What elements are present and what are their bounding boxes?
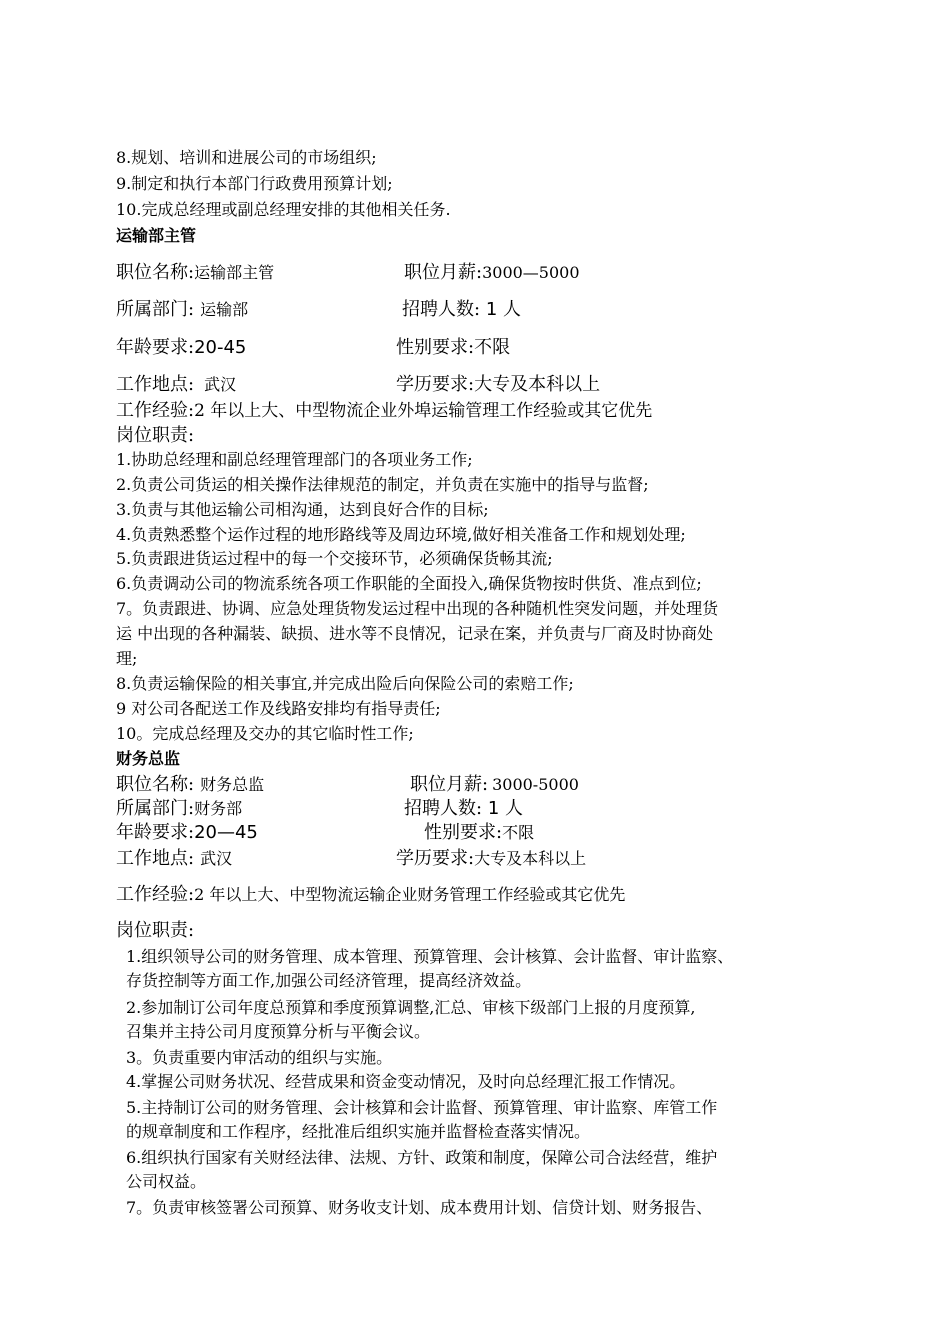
finance-position-name: 职位名称: 财务总监 bbox=[116, 774, 265, 795]
transport-experience: 工作经验:2 年以上大、中型物流企业外埠运输管理工作经验或其它优先 bbox=[116, 400, 653, 421]
intro-item-9: 9.制定和执行本部门行政费用预算计划; bbox=[116, 174, 393, 193]
finance-location: 工作地点: 武汉 bbox=[116, 848, 233, 869]
finance-duty-item: 1.组织领导公司的财务管理、成本管理、预算管理、会计核算、会计监督、审计监察、 bbox=[126, 947, 734, 966]
transport-duty-item: 10。完成总经理及交办的其它临时性工作; bbox=[116, 724, 414, 743]
transport-duty-item: 1.协助总经理和副总经理管理部门的各项业务工作; bbox=[116, 450, 473, 469]
finance-age: 年龄要求:20—45 bbox=[116, 822, 258, 843]
transport-gender: 性别要求:不限 bbox=[396, 337, 511, 358]
transport-duty-item: 7。负责跟进、协调、应急处理货物发运过程中出现的各种随机性突发问题，并处理货 bbox=[116, 599, 719, 618]
finance-duties-label: 岗位职责: bbox=[116, 920, 195, 941]
finance-experience: 工作经验:2 年以上大、中型物流运输企业财务管理工作经验或其它优先 bbox=[116, 884, 626, 905]
finance-duty-item: 存货控制等方面工作,加强公司经济管理，提高经济效益。 bbox=[126, 971, 532, 990]
transport-position-name: 职位名称:运输部主管 bbox=[116, 262, 275, 283]
transport-duty-item: 9 对公司各配送工作及线路安排均有指导责任; bbox=[116, 699, 441, 718]
finance-heading: 财务总监 bbox=[116, 749, 181, 768]
transport-department: 所属部门: 运输部 bbox=[116, 299, 249, 320]
finance-department: 所属部门:财务部 bbox=[116, 798, 243, 819]
transport-duty-item: 6.负责调动公司的物流系统各项工作职能的全面投入,确保货物按时供货、准点到位; bbox=[116, 574, 702, 593]
finance-salary: 职位月薪: 3000-5000 bbox=[410, 774, 579, 795]
transport-duties-label: 岗位职责: bbox=[116, 425, 195, 446]
transport-duty-item: 2.负责公司货运的相关操作法律规范的制定，并负责在实施中的指导与监督; bbox=[116, 475, 649, 494]
transport-duty-item: 3.负责与其他运输公司相沟通，达到良好合作的目标; bbox=[116, 500, 489, 519]
finance-duty-item: 6.组织执行国家有关财经法律、法规、方针、政策和制度，保障公司合法经营，维护 bbox=[126, 1148, 718, 1167]
transport-duty-item: 理; bbox=[116, 649, 138, 668]
transport-location: 工作地点: 武汉 bbox=[116, 374, 237, 395]
finance-gender: 性别要求:不限 bbox=[424, 822, 535, 843]
transport-salary: 职位月薪:3000—5000 bbox=[404, 262, 580, 283]
finance-headcount: 招聘人数: 1 人 bbox=[404, 798, 523, 819]
finance-education: 学历要求:大专及本科以上 bbox=[396, 848, 587, 869]
intro-item-8: 8.规划、培训和进展公司的市场组织; bbox=[116, 148, 377, 167]
finance-duty-item: 公司权益。 bbox=[126, 1172, 207, 1191]
transport-duty-item: 4.负责熟悉整个运作过程的地形路线等及周边环境,做好相关准备工作和规划处理; bbox=[116, 525, 686, 544]
finance-duty-item: 2.参加制订公司年度总预算和季度预算调整,汇总、审核下级部门上报的月度预算, bbox=[126, 998, 696, 1017]
finance-duty-item: 4.掌握公司财务状况、经营成果和资金变动情况，及时向总经理汇报工作情况。 bbox=[126, 1072, 686, 1091]
finance-duty-item: 召集并主持公司月度预算分析与平衡会议。 bbox=[126, 1022, 431, 1041]
transport-duty-item: 8.负责运输保险的相关事宜,并完成出险后向保险公司的索赔工作; bbox=[116, 674, 574, 693]
transport-heading: 运输部主管 bbox=[116, 226, 197, 245]
finance-duty-item: 3。负责重要内审活动的组织与实施。 bbox=[126, 1048, 393, 1067]
transport-duty-item: 运 中出现的各种漏装、缺损、进水等不良情况，记录在案，并负责与厂商及时协商处 bbox=[116, 624, 714, 643]
transport-age: 年龄要求:20-45 bbox=[116, 337, 247, 358]
finance-duty-item: 的规章制度和工作程序，经批准后组织实施并监督检查落实情况。 bbox=[126, 1122, 591, 1141]
transport-duty-item: 5.负责跟进货运过程中的每一个交接环节，必须确保货畅其流; bbox=[116, 549, 553, 568]
finance-duty-item: 7。负责审核签署公司预算、财务收支计划、成本费用计划、信贷计划、财务报告、 bbox=[126, 1198, 713, 1217]
transport-headcount: 招聘人数: 1 人 bbox=[402, 299, 521, 320]
transport-education: 学历要求:大专及本科以上 bbox=[396, 374, 601, 395]
intro-item-10: 10.完成总经理或副总经理安排的其他相关任务. bbox=[116, 200, 451, 219]
finance-duty-item: 5.主持制订公司的财务管理、会计核算和会计监督、预算管理、审计监察、库管工作 bbox=[126, 1098, 718, 1117]
